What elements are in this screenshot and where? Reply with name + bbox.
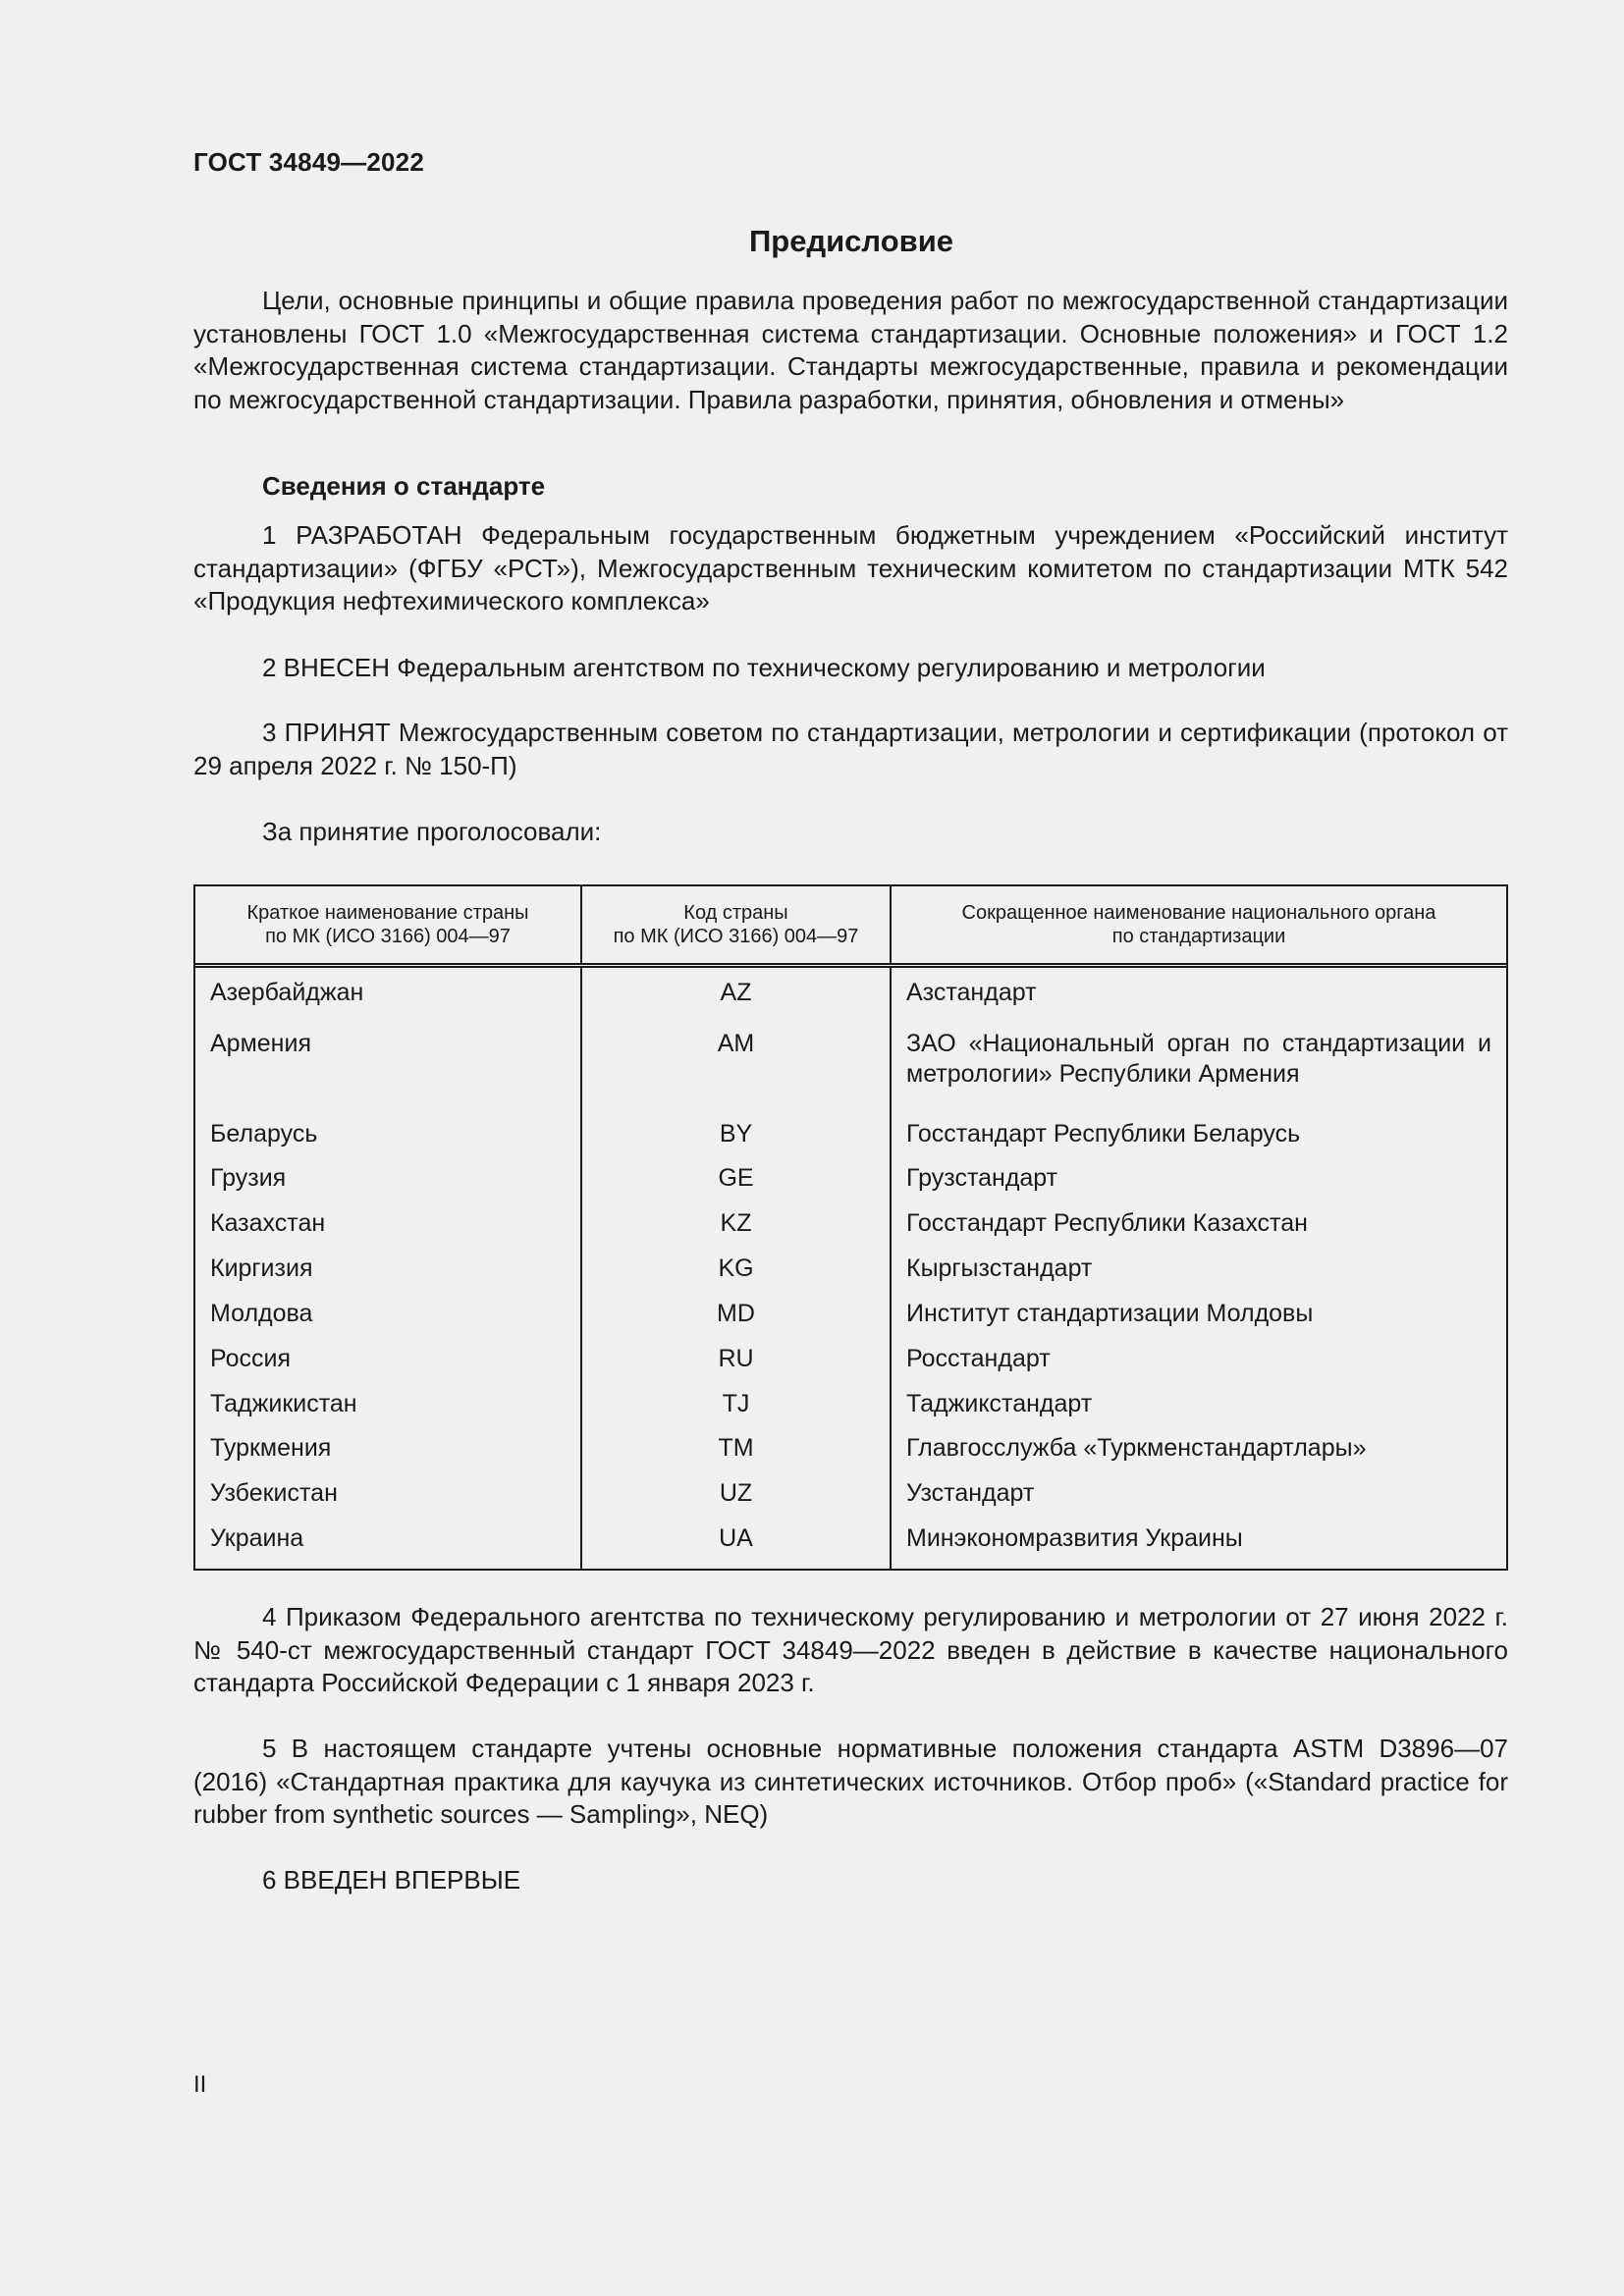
code-cell: KG	[581, 1254, 891, 1299]
header-country-name-line2: по МК (ИСО 3166) 004—97	[265, 926, 511, 947]
table-row	[195, 1119, 1506, 1164]
header-country-name-line1: Краткое наименование страны	[246, 902, 529, 924]
table-row	[195, 1208, 1506, 1254]
code-cell: UA	[581, 1523, 891, 1569]
country-cell: Узбекистан	[210, 1479, 338, 1508]
country-cell: Беларусь	[210, 1119, 318, 1148]
header-country-code-line2: по МК (ИСО 3166) 004—97	[613, 926, 859, 947]
info-heading: Сведения о стандарте	[262, 471, 546, 501]
code-cell: BY	[581, 1119, 891, 1164]
org-cell: Госстандарт Республики Казахстан	[891, 1208, 1506, 1254]
country-cell: Грузия	[210, 1164, 287, 1193]
code-cell: TM	[581, 1433, 891, 1478]
country-cell: Армения	[210, 1029, 311, 1057]
org-cell: Росстандарт	[891, 1344, 1506, 1389]
table-row	[195, 1344, 1506, 1389]
country-cell: Туркмения	[210, 1434, 332, 1463]
table-row	[195, 1389, 1506, 1434]
header-country-code-line1: Код страны	[683, 902, 788, 924]
org-cell: ЗАО «Национальный орган по стандартизации и метрологии» Республики Армения	[891, 1029, 1506, 1119]
code-cell: AM	[581, 1029, 891, 1119]
standard-code-header: ГОСТ 34849—2022	[193, 147, 424, 177]
country-cell: Киргизия	[210, 1255, 313, 1283]
org-cell: Минэкономразвития Украины	[891, 1523, 1506, 1569]
table-row	[195, 1433, 1506, 1478]
code-cell: AZ	[581, 966, 891, 1029]
table-row	[195, 1523, 1506, 1569]
country-cell: Азербайджан	[210, 979, 364, 1006]
org-cell: Госстандарт Республики Беларусь	[891, 1119, 1506, 1164]
intro-paragraph: Цели, основные принципы и общие правила проведения работ по межгосударственной стандартизации установлены ГОСТ 1.0 «Межгосударственная система стандартизации. Основные положения» и ГОСТ 1.2 «Межгосударственная система стандартизации. Стандарты межгосударственные, правила и рекомендации по межгосударственной стандартизации. Правила разработки, принятия, обновления и отмены»	[193, 286, 1508, 414]
table-row	[195, 966, 1506, 1029]
org-cell: Кыргызстандарт	[891, 1254, 1506, 1299]
table-row	[195, 1478, 1506, 1523]
org-cell: Институт стандартизации Молдовы	[891, 1299, 1506, 1344]
header-national-body	[891, 886, 1506, 966]
header-national-body-line2: по стандартизации	[1111, 926, 1286, 947]
page-title: Предисловие	[748, 224, 953, 258]
country-cell: Украина	[210, 1524, 304, 1553]
voting-countries-table	[193, 884, 1508, 1571]
voted-paragraph: За принятие проголосовали:	[262, 817, 602, 846]
org-cell: Главгосслужба «Туркменстандартлары»	[891, 1433, 1506, 1478]
table-header-row	[195, 886, 1506, 966]
code-cell: TJ	[581, 1389, 891, 1434]
country-cell: Таджикистан	[210, 1389, 357, 1417]
table-row	[195, 1254, 1506, 1299]
item-5-paragraph: 5 В настоящем стандарте учтены основные нормативные положения стандарта ASTM D3896—07 (2016) «Стандартная практика для каучука из синтетических источников. Отбор проб» («Standard practice for rubber from synthetic sources — Sampling», NEQ)	[193, 1734, 1508, 1829]
org-cell: Грузстандарт	[891, 1163, 1506, 1208]
country-cell: Молдова	[210, 1299, 313, 1327]
item-2-paragraph: 2 ВНЕСЕН Федеральным агентством по техническому регулированию и метрологии	[262, 653, 1266, 682]
table-row	[195, 1163, 1506, 1208]
page-number: II	[193, 2071, 207, 2098]
code-cell: MD	[581, 1299, 891, 1344]
table-row	[195, 1299, 1506, 1344]
code-cell: KZ	[581, 1208, 891, 1254]
header-national-body-line1: Сокращенное наименование национального органа	[961, 902, 1436, 924]
header-country-code	[581, 886, 891, 966]
org-cell: Таджикстандарт	[891, 1389, 1506, 1434]
country-cell: Казахстан	[210, 1209, 326, 1238]
country-cell: Россия	[210, 1344, 291, 1372]
item-3-paragraph: 3 ПРИНЯТ Межгосударственным советом по стандартизации, метрологии и сертификации (протокол от 29 апреля 2022 г. № 150-П)	[193, 718, 1508, 780]
header-country-name	[195, 886, 581, 966]
code-cell: RU	[581, 1344, 891, 1389]
code-cell: GE	[581, 1163, 891, 1208]
item-6-paragraph: 6 ВВЕДЕН ВПЕРВЫЕ	[262, 1865, 521, 1895]
org-cell: Азстандарт	[891, 966, 1506, 1029]
code-cell: UZ	[581, 1478, 891, 1523]
item-1-paragraph: 1 РАЗРАБОТАН Федеральным государственным бюджетным учреждением «Российский институт стандартизации» (ФГБУ «РСТ»), Межгосударственным техническим комитетом по стандартизации МТК 542 «Продукция нефтехимического комплекса»	[193, 520, 1508, 615]
org-cell: Узстандарт	[891, 1478, 1506, 1523]
table-row	[195, 1029, 1506, 1119]
item-4-paragraph: 4 Приказом Федерального агентства по техническому регулированию и метрологии от 27 июня 2022 г. № 540-ст межгосударственный стандарт ГОСТ 34849—2022 введен в действие в качестве национального стандарта Российской Федерации с 1 января 2023 г.	[193, 1602, 1508, 1697]
